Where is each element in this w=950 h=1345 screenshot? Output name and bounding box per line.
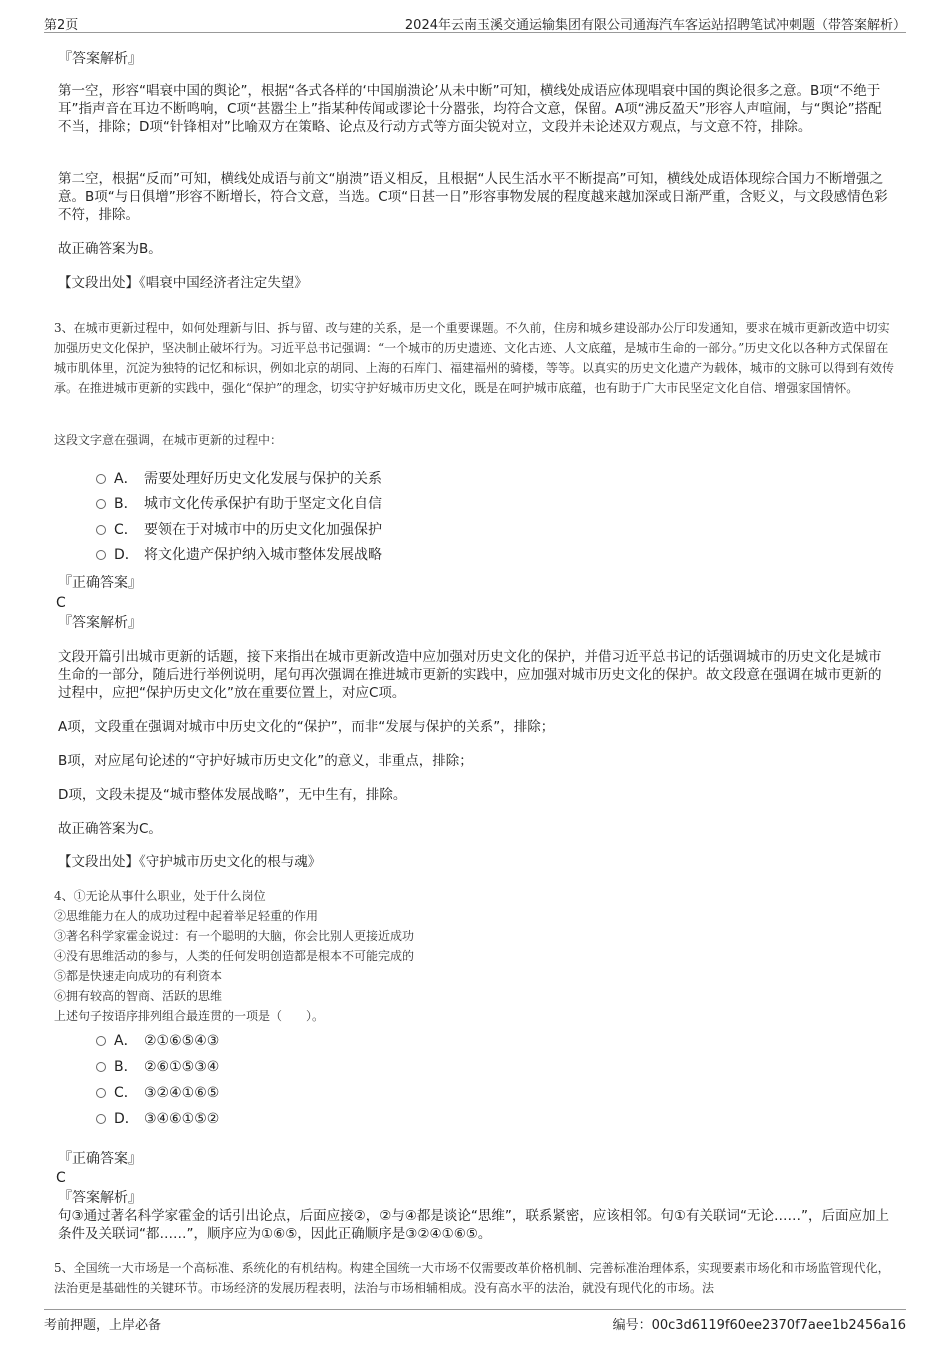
option-a[interactable]: A． ②①⑥⑤④③ — [96, 1032, 219, 1050]
analysis-paragraph: 第二空，根据“反而”可知，横线处成语与前文“崩溃”语义相反，且根据“人民生活水平不断提高”可知，横线处成语体现综合国力不断增强之意。B项“与日俱增”形容不断增长，符合文意，当选。C项“日甚一日”形容事物发展的程度越来越加深或日渐严重，含贬义，与文段感情色彩不符，排除。 — [58, 171, 888, 223]
analysis-paragraph: 句③通过著名科学家霍金的话引出论点，后面应接②，②与④都是谈论“思维”，联系紧密，应该相邻。句①有关联词“无论……”，后面应加上条件及关联词“都……”，顺序应为①⑥⑤，因此正确顺序是③②④①⑥⑤。 — [58, 1208, 889, 1242]
answer-line: 故正确答案为C。 — [58, 821, 162, 837]
analysis-paragraph: 第一空，形容“唱衰中国的舆论”，根据“各式各样的‘中国崩溃论’从未中断”可知，横线处成语应体现唱衰中国的舆论很多之意。B项“不绝于耳”指声音在耳边不断鸣响，C项“甚嚣尘上”指某种传闻或谬论十分嚣张，均符合文意，保留。A项“沸反盈天”形容人声喧闹，与“舆论”搭配不当，排除；D项“针锋相对”比喻双方在策略、论点及行动方式等方面尖锐对立，文段并未论述双方观点，与文意不符，排除。 — [58, 83, 882, 135]
analysis-paragraph: B项，对应尾句论述的“守护好城市历史文化”的意义，非重点，排除； — [58, 753, 473, 769]
radio-icon[interactable] — [96, 525, 106, 535]
correct-answer: C — [56, 595, 66, 611]
source-line: 【文段出处】《守护城市历史文化的根与魂》 — [58, 854, 322, 870]
question-line: ⑥拥有较高的智商、活跃的思维 — [54, 989, 223, 1003]
option-c[interactable]: C． ③②④①⑥⑤ — [96, 1084, 219, 1102]
analysis-paragraph: 文段开篇引出城市更新的话题，接下来指出在城市更新改造中应加强对历史文化的保护，并借习近平总书记的话强调城市的历史文化是城市生命的一部分，随后进行举例说明，尾句再次强调在推进城市更新的实践中，应加强对城市历史文化的保护。故文段意在强调在城市更新的过程中，应把“保护历史文化”放在重要位置上，对应C项。 — [58, 649, 882, 701]
analysis-label: 『答案解析』 — [58, 615, 142, 631]
radio-icon[interactable] — [96, 1062, 106, 1072]
analysis-paragraph: D项，文段未提及“城市整体发展战略”，无中生有，排除。 — [58, 787, 407, 803]
question-stem: 5、全国统一大市场是一个高标准、系统化的有机结构。构建全国统一大市场不仅需要改革价格机制、完善标准治理体系，实现要素市场化和市场监管现代化，法治更是基础性的关键环节。市场经济的发展历程表明，法治与市场相辅相成。没有高水平的法治，就没有现代化的市场。法 — [54, 1261, 890, 1295]
question-stem: 3、在城市更新过程中，如何处理新与旧、拆与留、改与建的关系，是一个重要课题。不久前，住房和城乡建设部办公厅印发通知，要求在城市更新改造中切实加强历史文化保护，坚决制止破坏行为。习近平总书记强调：“一个城市的历史遗迹、文化古迹、人文底蕴，是城市生命的一部分。”历史文化以各种方式保留在城市肌体里，沉淀为独特的记忆和标识，例如北京的胡同、上海的石库门、福建福州的骑楼，等等。以真实的历史文化遗产为载体，城市的文脉可以得到有效传承。在推进城市更新的实践中，强化“保护”的理念，切实守护好城市历史文化，既是在呵护城市底蕴，也有助于广大市民坚定文化自信、增强家国情怀。 — [54, 321, 895, 395]
radio-icon[interactable] — [96, 1114, 106, 1124]
radio-icon[interactable] — [96, 1036, 106, 1046]
option-b[interactable]: B． ②⑥①⑤③④ — [96, 1058, 219, 1076]
answer-line: 故正确答案为B。 — [58, 241, 162, 257]
radio-icon[interactable] — [96, 1088, 106, 1098]
option-c[interactable]: C． 要领在于对城市中的历史文化加强保护 — [96, 521, 382, 539]
question-prompt: 这段文字意在强调，在城市更新的过程中： — [54, 433, 283, 447]
analysis-paragraph: A项，文段重在强调对城市中历史文化的“保护”，而非“发展与保护的关系”，排除； — [58, 719, 555, 735]
page-header — [44, 12, 906, 33]
radio-icon[interactable] — [96, 550, 106, 560]
page-footer — [44, 1309, 906, 1332]
radio-icon[interactable] — [96, 499, 106, 509]
footer-slogan: 考前押题，上岸必备 — [44, 1318, 162, 1333]
option-a[interactable]: A． 需要处理好历史文化发展与保护的关系 — [96, 470, 382, 488]
correct-answer-label: 『正确答案』 — [58, 1151, 142, 1167]
page-number: 第2页 — [44, 18, 79, 33]
option-d[interactable]: D． ③④⑥①⑤② — [96, 1110, 219, 1128]
correct-answer-label: 『正确答案』 — [58, 575, 142, 591]
correct-answer: C — [56, 1170, 66, 1186]
analysis-label: 『答案解析』 — [58, 1190, 142, 1206]
question-line: ⑤都是快速走向成功的有利资本 — [54, 969, 223, 983]
question-line: ④没有思维活动的参与，人类的任何发明创造都是根本不可能完成的 — [54, 949, 415, 963]
question-prompt: 上述句子按语序排列组合最连贯的一项是（ ）。 — [54, 1009, 325, 1023]
radio-icon[interactable] — [96, 474, 106, 484]
source-line: 【文段出处】《唱衰中国经济者注定失望》 — [58, 275, 308, 291]
question-line: ②思维能力在人的成功过程中起着举足轻重的作用 — [54, 909, 319, 923]
document-id: 编号：00c3d6119f60ee2370f7aee1b2456a16 — [612, 1318, 906, 1333]
question-line: ③著名科学家霍金说过：有一个聪明的大脑，你会比别人更接近成功 — [54, 929, 415, 943]
question-line: 4、①无论从事什么职业，处于什么岗位 — [54, 889, 266, 903]
option-d[interactable]: D． 将文化遗产保护纳入城市整体发展战略 — [96, 546, 382, 564]
analysis-label: 『答案解析』 — [58, 51, 142, 67]
document-title: 2024年云南玉溪交通运输集团有限公司通海汽车客运站招聘笔试冲刺题（带答案解析） — [404, 18, 906, 33]
option-b[interactable]: B． 城市文化传承保护有助于坚定文化自信 — [96, 495, 382, 513]
